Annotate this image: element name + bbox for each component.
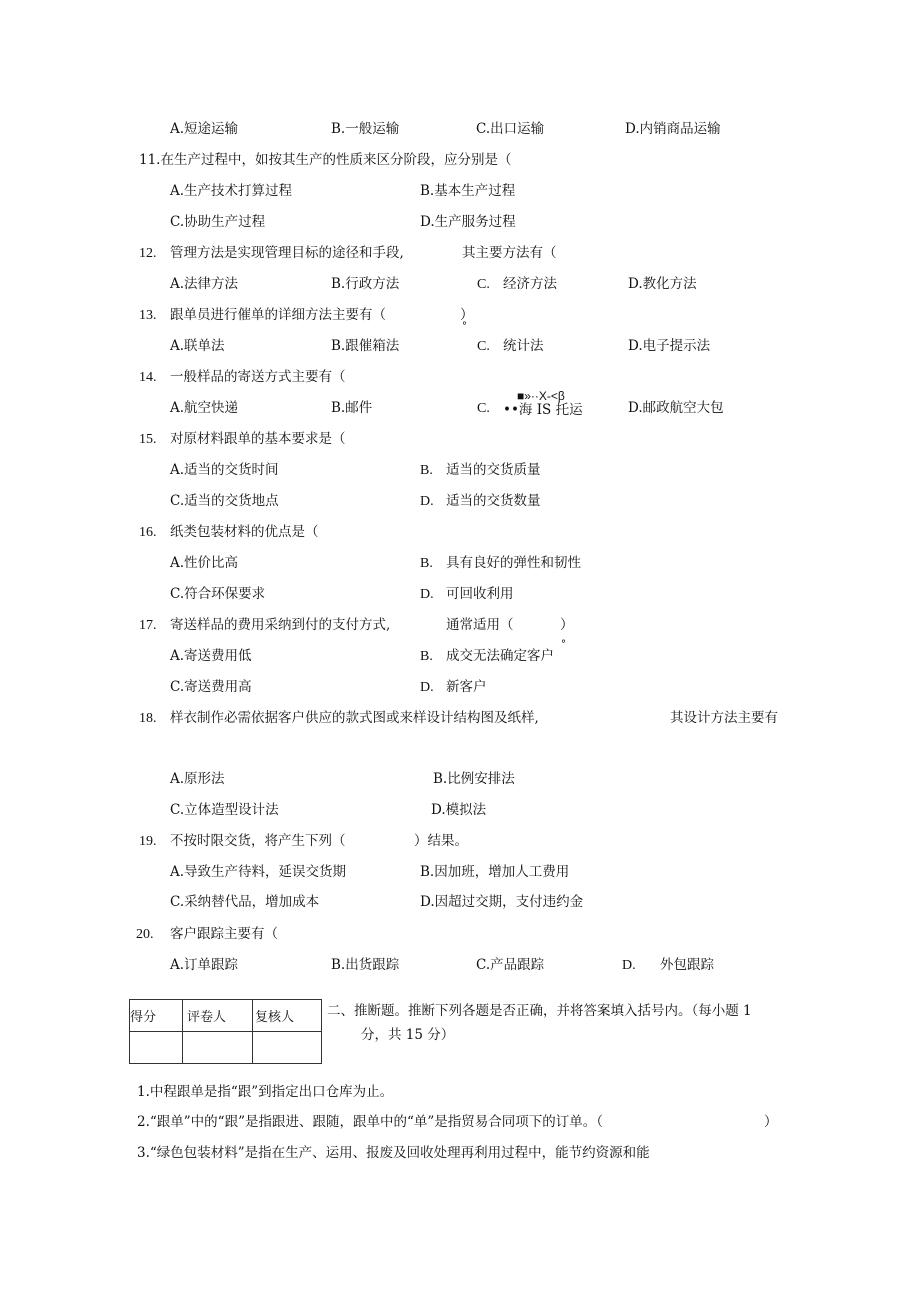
q18-option-b: B.比例安排法	[433, 771, 515, 787]
q18-option-c: C.立体造型设计法	[170, 802, 279, 818]
q14-option-c-letter: C.	[477, 401, 490, 416]
q19-option-b: B.因加班，增加人工费用	[420, 864, 570, 880]
score-header-score: 得分	[130, 1000, 183, 1032]
judge-item-2-close: ）	[764, 1114, 778, 1130]
q16-option-d: 可回收利用	[446, 586, 514, 602]
q20-option-d-letter: D.	[622, 958, 636, 973]
q11-option-c: C.协助生产过程	[170, 214, 266, 230]
q17-stem-part2: 通常适用（	[446, 617, 514, 633]
score-cell-score[interactable]	[130, 1032, 183, 1064]
score-header-grader: 评卷人	[183, 1000, 253, 1032]
q17-stem-part1: 寄送样品的费用采纳到付的支付方式,	[170, 617, 391, 633]
q19-option-a: A.导致生产待料，延误交货期	[170, 864, 347, 880]
q19-stem-part2: ）结果。	[414, 833, 468, 849]
q13-stem-close: ）	[460, 307, 474, 323]
q17-option-d: 新客户	[446, 679, 487, 695]
q18-option-a: A.原形法	[170, 771, 225, 787]
q15-option-b: 适当的交货质量	[446, 462, 541, 478]
score-table	[129, 999, 322, 1064]
q11-option-d: D.生产服务过程	[420, 214, 516, 230]
q10-option-b: B.一般运输	[331, 121, 400, 137]
q10-option-d: D.内销商品运输	[625, 121, 721, 137]
q12-stem-part1: 管理方法是实现管理目标的途径和手段,	[170, 245, 404, 261]
q14-option-d: D.邮政航空大包	[628, 400, 724, 416]
q16-option-b-letter: B.	[420, 556, 433, 571]
q17-option-b-mark: °	[561, 639, 566, 650]
q17-option-a: A.寄送费用低	[170, 648, 252, 664]
judge-item-1: 1.中程跟单是指“跟”到指定出口仓库为止。	[137, 1084, 394, 1100]
q12-option-c-letter: C.	[477, 277, 490, 292]
q13-mark: °	[462, 321, 467, 332]
q20-stem: 客户跟踪主要有（	[170, 926, 278, 942]
score-cell-grader[interactable]	[183, 1032, 253, 1064]
q17-option-b-letter: B.	[420, 649, 433, 664]
q10-option-c: C.出口运输	[476, 121, 545, 137]
q19-number: 19.	[139, 834, 157, 849]
q17-stem-close: ）	[560, 617, 574, 633]
q14-option-b: B.邮件	[331, 400, 373, 416]
q16-option-b: 具有良好的弹性和韧性	[446, 555, 581, 571]
section2-instructions-line2: 分，共 15 分）	[361, 1027, 455, 1043]
q11-stem: 11.在生产过程中，如按其生产的性质来区分阶段，应分别是（	[139, 152, 512, 168]
q19-option-d: D.因超过交期，支付违约金	[420, 894, 584, 910]
q16-option-c: C.符合环保要求	[170, 586, 266, 602]
q12-number: 12.	[139, 246, 157, 261]
q17-option-c: C.寄送费用高	[170, 679, 252, 695]
q18-stem-part1: 样衣制作必需依据客户供应的款式图或来样设计结构图及纸样,	[170, 710, 539, 726]
q15-number: 15.	[139, 432, 157, 447]
q14-option-a: A.航空快递	[170, 400, 239, 416]
q20-option-a: A.订单跟踪	[170, 957, 239, 973]
q16-option-d-letter: D.	[420, 587, 434, 602]
q19-option-c: C.采纳替代品，增加成本	[170, 894, 320, 910]
q13-option-b: B.跟催箱法	[331, 338, 400, 354]
q14-stem: 一般样品的寄送方式主要有（	[170, 369, 346, 385]
judge-item-2: 2.“跟单”中的“跟”是指跟进、跟随，跟单中的“单”是指贸易合同项下的订单。（	[137, 1114, 604, 1130]
q15-option-a: A.适当的交货时间	[170, 462, 279, 478]
q13-number: 13.	[139, 308, 157, 323]
q20-number: 20.	[136, 927, 154, 942]
q18-stem-part2: 其设计方法主要有	[670, 710, 778, 726]
q18-option-d: D.模拟法	[431, 802, 487, 818]
q16-option-a: A.性价比高	[170, 555, 239, 571]
q20-option-b: B.出货跟踪	[331, 957, 400, 973]
q13-option-c-letter: C.	[477, 339, 490, 354]
score-cell-reviewer[interactable]	[253, 1032, 322, 1064]
q14-option-c: ••海 IS 托运	[503, 402, 583, 418]
q17-number: 17.	[139, 618, 157, 633]
q12-option-d: D.教化方法	[628, 276, 697, 292]
judge-item-3: 3.“绿色包装材料”是指在生产、运用、报废及回收处理再利用过程中，能节约资源和能	[137, 1145, 650, 1161]
section2-instructions-line1: 二、推断题。推断下列各题是否正确，并将答案填入括号内。（每小题 1	[327, 1003, 752, 1019]
q13-stem: 跟单员进行催单的详细方法主要有（	[170, 307, 386, 323]
q10-option-a: A.短途运输	[170, 121, 239, 137]
q13-option-a: A.联单法	[170, 338, 225, 354]
score-table-entry-row	[130, 1032, 322, 1064]
q11-option-a: A.生产技术打算过程	[170, 183, 293, 199]
q13-option-d: D.电子提示法	[628, 338, 711, 354]
q15-option-d-letter: D.	[420, 494, 434, 509]
q14-number: 14.	[139, 370, 157, 385]
q17-option-b: 成交无法确定客户	[446, 648, 554, 664]
q16-stem: 纸类包装材料的优点是（	[170, 524, 319, 540]
q15-option-d: 适当的交货数量	[446, 493, 541, 509]
q19-stem-part1: 不按时限交货，将产生下列（	[170, 833, 346, 849]
q13-option-c: 统计法	[503, 338, 544, 354]
q15-option-c: C.适当的交货地点	[170, 493, 279, 509]
q12-option-c: 经济方法	[503, 276, 557, 292]
q11-option-b: B.基本生产过程	[420, 183, 516, 199]
q18-number: 18.	[139, 711, 157, 726]
q16-number: 16.	[139, 525, 157, 540]
q20-option-d: 外包跟踪	[660, 957, 714, 973]
q12-option-a: A.法律方法	[170, 276, 239, 292]
q20-option-c: C.产品跟踪	[476, 957, 545, 973]
q15-option-b-letter: B.	[420, 463, 433, 478]
q12-stem-part2: 其主要方法有（	[462, 245, 557, 261]
q15-stem: 对原材料跟单的基本要求是（	[170, 431, 346, 447]
q17-option-d-letter: D.	[420, 680, 434, 695]
score-header-reviewer: 复核人	[253, 1000, 322, 1032]
q12-option-b: B.行政方法	[331, 276, 400, 292]
score-table-header-row	[130, 1000, 322, 1032]
q14-option-c-noise-top: ■»··X-<β	[517, 389, 565, 403]
